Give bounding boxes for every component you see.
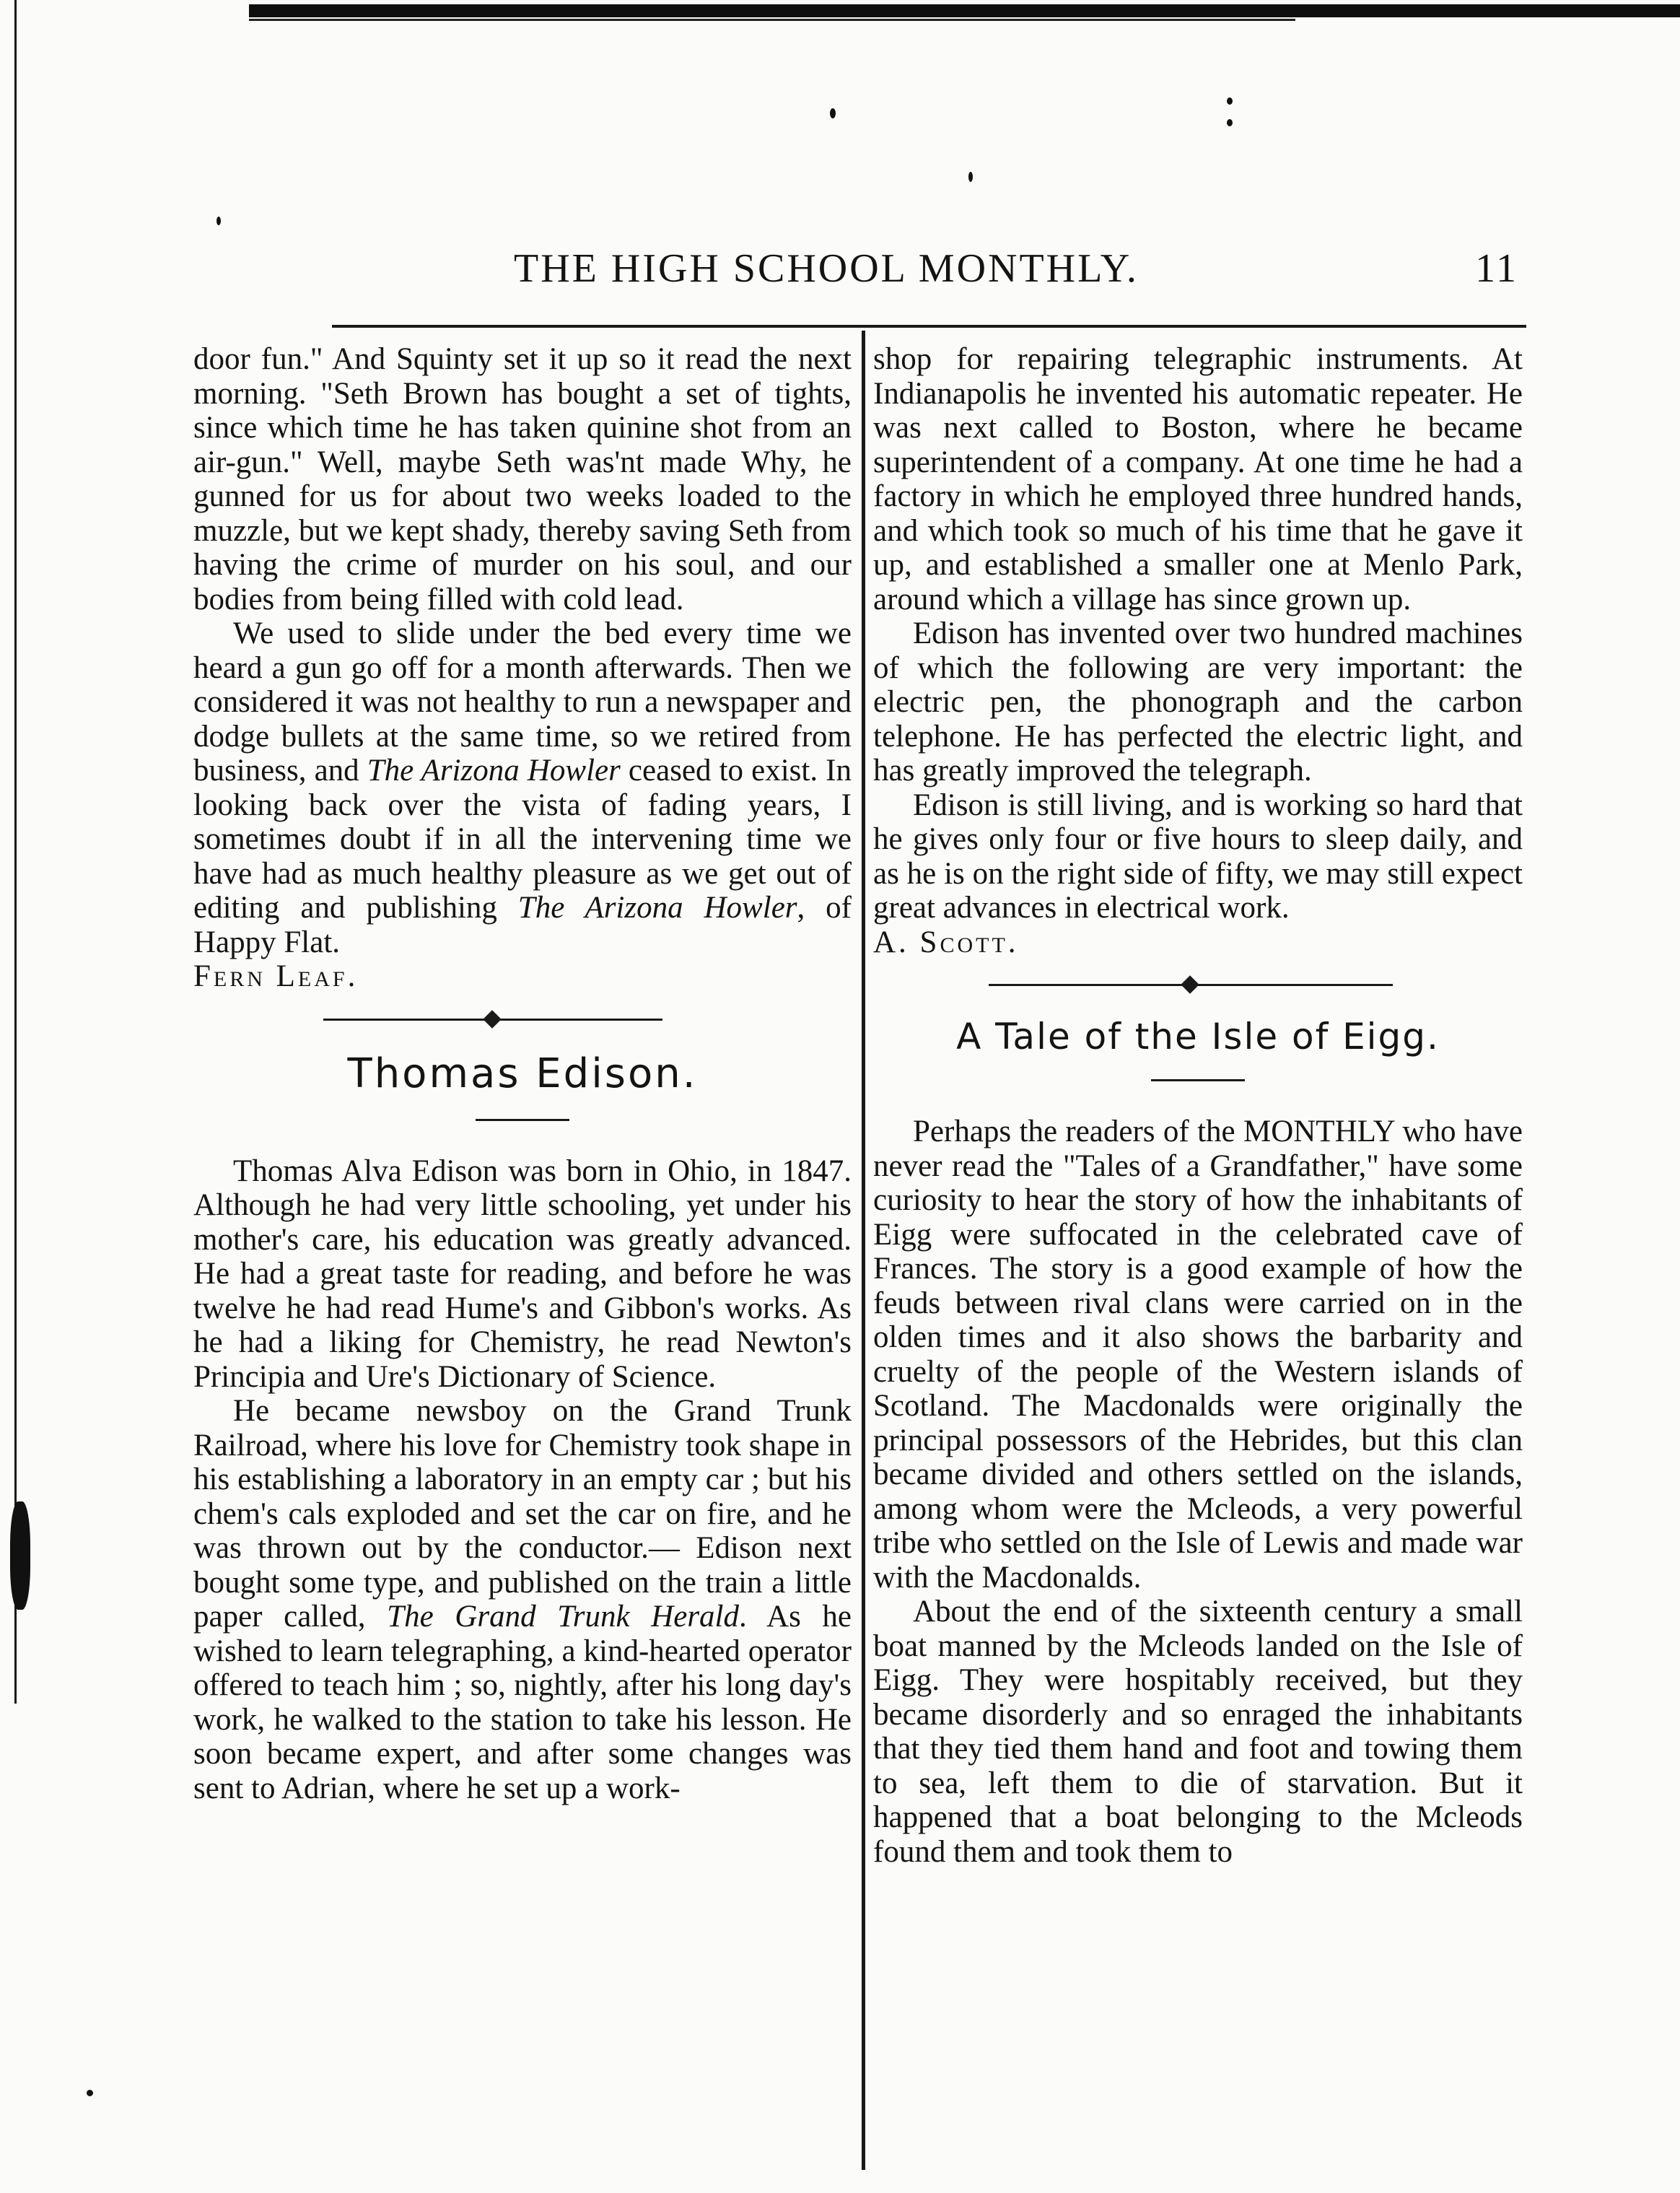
running-head	[514, 245, 1518, 296]
ornamental-rule	[193, 994, 852, 1045]
journal-title: THE HIGH SCHOOL MONTHLY.	[514, 246, 1139, 291]
paragraph: door fun." And Squinty set it up so it read the next morning. "Seth Brown has bought a set of tights, since which time he has taken quinine shot from an air-gun." Well, maybe Seth was'nt made Why, he gunned for us for about two weeks loaded to the muzzle, but we kept shady, thereby saving Seth from having the crime of murder on his soul, and our bodies from being filled with cold lead.	[193, 342, 852, 616]
scan-left-edge	[14, 0, 17, 1704]
scan-speck	[830, 108, 836, 118]
page-number: 11	[1475, 246, 1518, 291]
paragraph: About the end of the sixteenth century a small boat manned by the Mcleods landed on the Isle of Eigg. They were hospitably received, but they became disorderly and so enraged the inhabitants that they tied them hand and foot and towing them to sea, left them to die of starvation. But it happened that a boat belonging to the Mcleods found them and took them to	[873, 1595, 1523, 1869]
article-heading: Thomas Edison.	[347, 1050, 698, 1097]
scan-speck	[216, 217, 221, 225]
scan-speck	[968, 172, 973, 182]
heading-rule	[1151, 1079, 1245, 1081]
scan-speck	[1227, 97, 1233, 105]
right-column	[873, 342, 1523, 1869]
paragraph: Edison is still living, and is working so hard that he gives only four or five hours to sleep daily, and as he is on the right side of fifty, we may still expect great advances in electrical work.	[873, 788, 1523, 925]
paragraph: We used to slide under the bed every time we heard a gun go off for a month afterwards. Then we considered it was not healthy to run a newspaper and dodge bullets at the same time, so we retired from business, and The Arizona Howler ceased to exist. In looking back over the vista of fading years, I sometimes doubt if in all the intervening time we have had as much healthy pleasure as we get out of editing and publishing The Arizona Howler, of Happy Flat.	[193, 616, 852, 959]
left-column	[193, 342, 852, 1805]
scan-top-border	[249, 4, 1680, 17]
ornamental-rule	[873, 959, 1523, 1010]
column-divider	[862, 331, 865, 2170]
binding-ink-blot	[10, 1501, 30, 1610]
header-rule	[332, 325, 1526, 328]
scan-speck	[1227, 119, 1233, 126]
paragraph: Thomas Alva Edison was born in Ohio, in 1847. Although he had very little schooling, yet under his mother's care, his education was greatly advanced. He had a great taste for reading, and before he was twelve he had read Hume's and Gibbon's works. As he had a liking for Chemistry, he read Newton's Principia and Ure's Dictionary of Science.	[193, 1154, 852, 1394]
heading-rule	[476, 1119, 569, 1121]
author-signature: A. Scott.	[873, 925, 1019, 959]
paragraph: He became newsboy on the Grand Trunk Railroad, where his love for Chemistry took shape in his establishing a laboratory in an empty car ; but his chem's cals exploded and set the car on fire, and he was thrown out by the conductor.— Edison next bought some type, and published on the train a little paper called, The Grand Trunk Herald. As he wished to learn telegraphing, a kind-hearted operator offered to teach him ; so, nightly, after his long day's work, he walked to the station to take his lesson. He soon became expert, and after some changes was sent to Adrian, where he set up a work-	[193, 1394, 852, 1805]
article-heading: A Tale of the Isle of Eigg.	[956, 1016, 1440, 1058]
paragraph: Perhaps the readers of the MONTHLY who have never read the "Tales of a Grandfather," have some curiosity to hear the story of how the inhabitants of Eigg were suffocated in the celebrated cave of Frances. The story is a good example of how the feuds between rival clans were carried on in the olden times and it also shows the barbarity and cruelty of the people of the Western islands of Scotland. The Macdonalds were originally the principal possessors of the Hebrides, but this clan became divided and others settled on the islands, among whom were the Mcleods, a very powerful tribe who settled on the Isle of Lewis and made war with the Macdonalds.	[873, 1115, 1523, 1595]
paragraph: Edison has invented over two hundred machines of which the following are very important: the electric pen, the phonograph and the carbon telephone. He has perfected the electric light, and has greatly improved the telegraph.	[873, 616, 1523, 788]
paragraph: shop for repairing telegraphic instruments. At Indianapolis he invented his automatic repeater. He was next called to Boston, where he became superintendent of a company. At one time he had a factory in which he employed three hundred hands, and which took so much of his time that he gave it up, and established a smaller one at Menlo Park, around which a village has since grown up.	[873, 342, 1523, 616]
scan-top-border-thin	[249, 19, 1295, 21]
scan-speck	[87, 2090, 93, 2096]
author-signature: Fern Leaf.	[193, 959, 359, 993]
